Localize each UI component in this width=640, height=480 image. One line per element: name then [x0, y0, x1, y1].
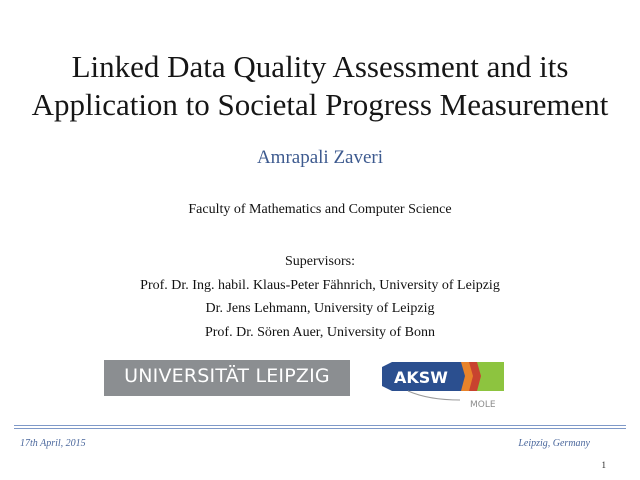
footer-divider-bottom	[14, 428, 626, 429]
footer-location: Leipzig, Germany	[518, 438, 590, 449]
supervisors-block	[0, 250, 640, 344]
page-number: 1	[601, 460, 606, 470]
aksw-swoosh	[408, 391, 460, 400]
footer-divider-top	[14, 425, 626, 426]
faculty-name: Faculty of Mathematics and Computer Science	[188, 202, 452, 217]
supervisor-1: Prof. Dr. Ing. habil. Klaus-Peter Fähnrich, University of Leipzig	[140, 277, 500, 293]
supervisor-2: Dr. Jens Lehmann, University of Leipzig	[205, 301, 435, 316]
supervisors-label: Supervisors:	[285, 254, 355, 269]
slide-title	[0, 48, 640, 124]
university-logo-text: UNIVERSITÄT LEIPZIG	[124, 365, 330, 387]
aksw-logo-text: AKSW	[394, 368, 448, 387]
footer-date: 17th April, 2015	[20, 438, 86, 449]
aksw-logo-subtext: MOLE	[470, 400, 496, 410]
university-leipzig-logo	[104, 360, 350, 396]
title-line-2: Application to Societal Progress Measurement	[31, 87, 609, 122]
title-line-1: Linked Data Quality Assessment and its	[71, 49, 569, 84]
author-name: Amrapali Zaveri	[256, 147, 384, 168]
supervisor-3: Prof. Dr. Sören Auer, University of Bonn	[204, 324, 436, 340]
aksw-logo	[382, 360, 506, 410]
